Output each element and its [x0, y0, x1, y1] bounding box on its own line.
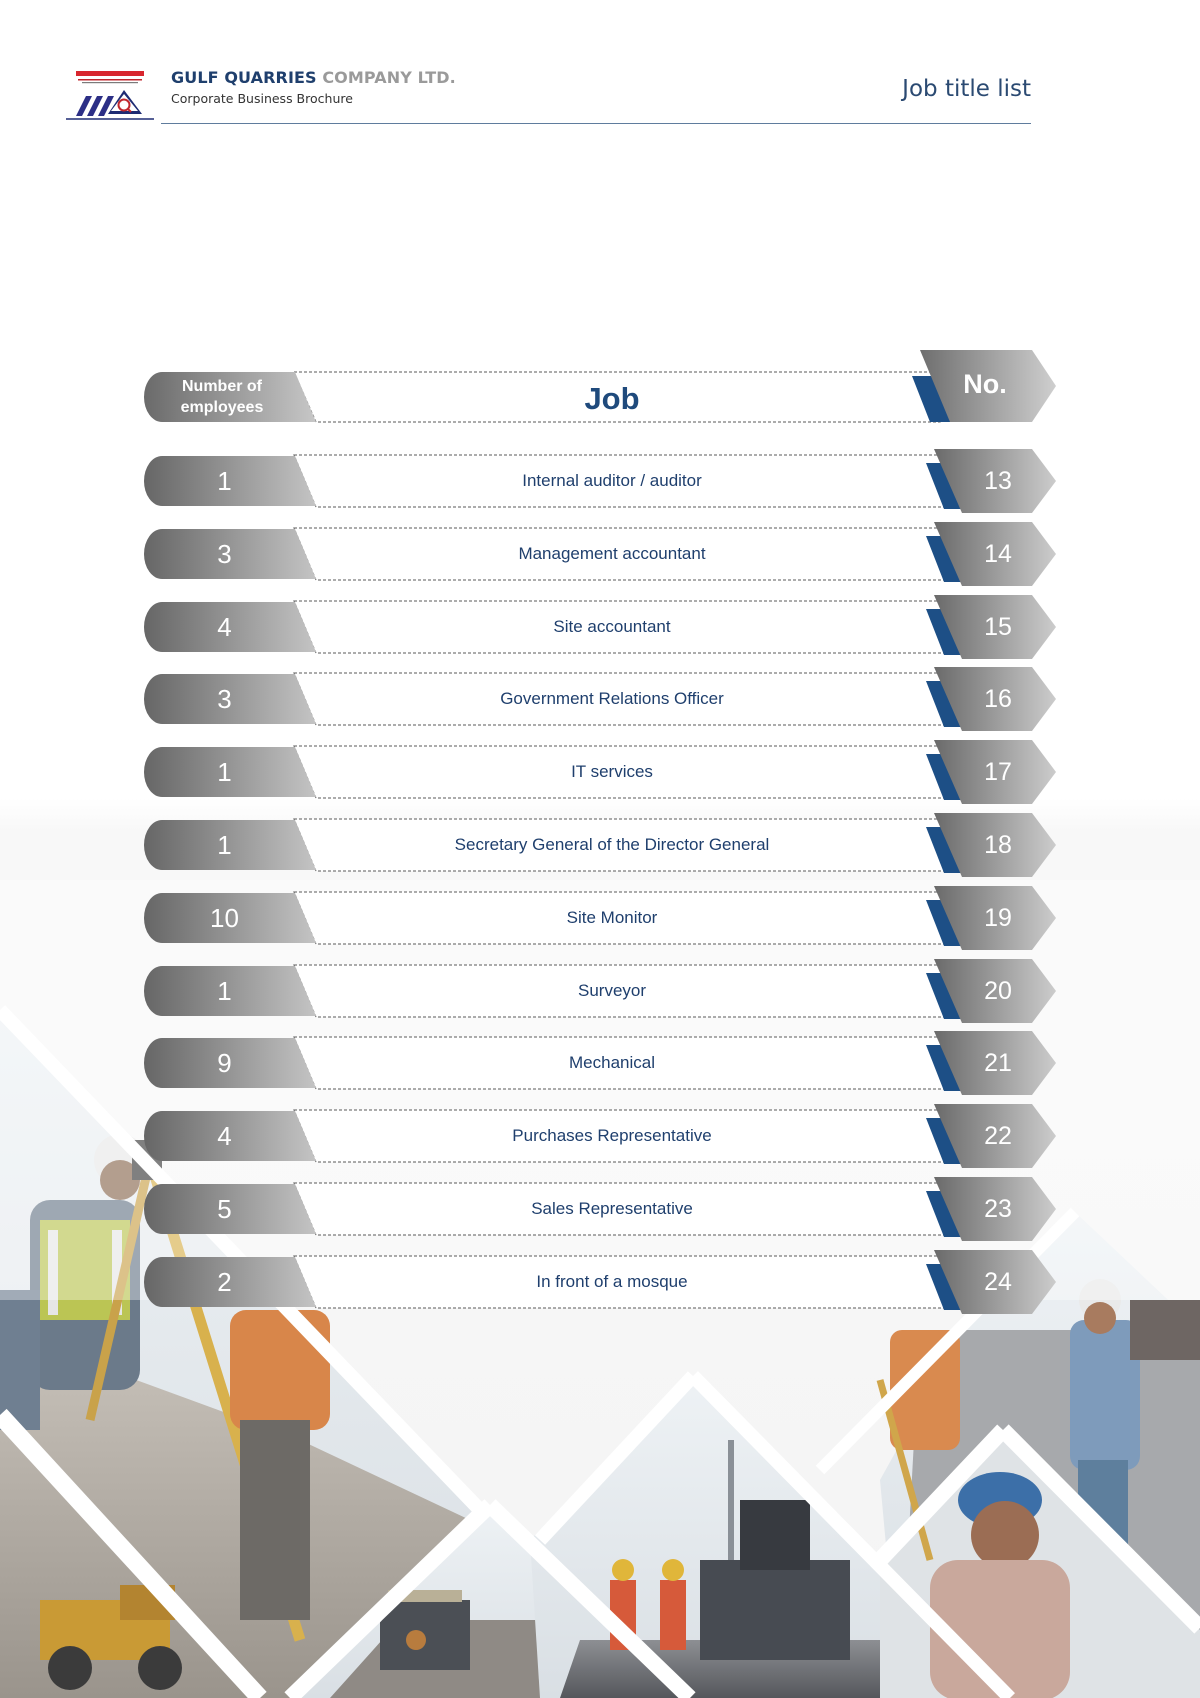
table-row: [0, 1025, 1200, 1101]
employee-count: 3: [217, 684, 232, 715]
employee-count: 10: [210, 902, 239, 933]
job-title: Management accountant: [518, 543, 706, 563]
table-row: [0, 953, 1200, 1029]
employee-count: 1: [217, 830, 232, 860]
job-title: Site Monitor: [566, 907, 658, 927]
table-row: [0, 1244, 1200, 1320]
employee-count: 2: [217, 1266, 232, 1297]
row-number: 24: [984, 1267, 1012, 1296]
table-row: [0, 807, 1200, 883]
table-row: [0, 516, 1200, 592]
job-title: Surveyor: [577, 980, 647, 1000]
row-number: 13: [984, 467, 1012, 495]
column-header-employees: Number of employees: [180, 378, 264, 416]
column-header-no: No.: [963, 369, 1007, 399]
table-row: [0, 661, 1200, 737]
row-number: 16: [984, 685, 1012, 714]
job-title: Site accountant: [553, 616, 671, 636]
employee-count: 4: [217, 1121, 232, 1152]
employee-count: 1: [217, 757, 232, 788]
table-row: [0, 1171, 1200, 1247]
employee-count: 1: [217, 466, 232, 496]
brand-subtitle: Corporate Business Brochure: [171, 91, 353, 106]
job-title: IT services: [571, 762, 653, 782]
job-title: In front of a mosque: [536, 1271, 688, 1291]
table-row: [0, 880, 1200, 956]
column-header-job: Job: [584, 381, 640, 416]
job-title: Mechanical: [569, 1053, 655, 1073]
job-title: Internal auditor / auditor: [522, 471, 702, 490]
employee-count: 1: [217, 975, 232, 1006]
employee-count: 5: [217, 1194, 232, 1224]
row-number: 20: [984, 976, 1012, 1005]
job-title: Purchases Representative: [512, 1126, 712, 1146]
row-number: 22: [984, 1122, 1012, 1151]
row-number: 21: [984, 1049, 1012, 1078]
job-title: Sales Representative: [531, 1199, 693, 1218]
job-title: Government Relations Officer: [500, 689, 724, 709]
row-number: 23: [984, 1195, 1012, 1223]
row-number: 15: [984, 612, 1012, 641]
table-row: [0, 589, 1200, 665]
employee-count: 3: [217, 538, 232, 569]
table-row: [0, 443, 1200, 519]
table-row: [0, 1098, 1200, 1174]
row-number: 19: [984, 903, 1012, 932]
employee-count: 4: [217, 611, 232, 642]
row-number: 17: [984, 758, 1012, 787]
table-row: [0, 734, 1200, 810]
row-number: 18: [984, 831, 1012, 859]
page-title: Job title list: [902, 76, 1031, 102]
job-title: Secretary General of the Director General: [454, 835, 770, 854]
brand-suffix: COMPANY LTD.: [322, 68, 456, 87]
brand-name: GULF QUARRIES: [171, 68, 317, 87]
row-number: 14: [984, 539, 1012, 568]
employee-count: 9: [217, 1048, 232, 1079]
